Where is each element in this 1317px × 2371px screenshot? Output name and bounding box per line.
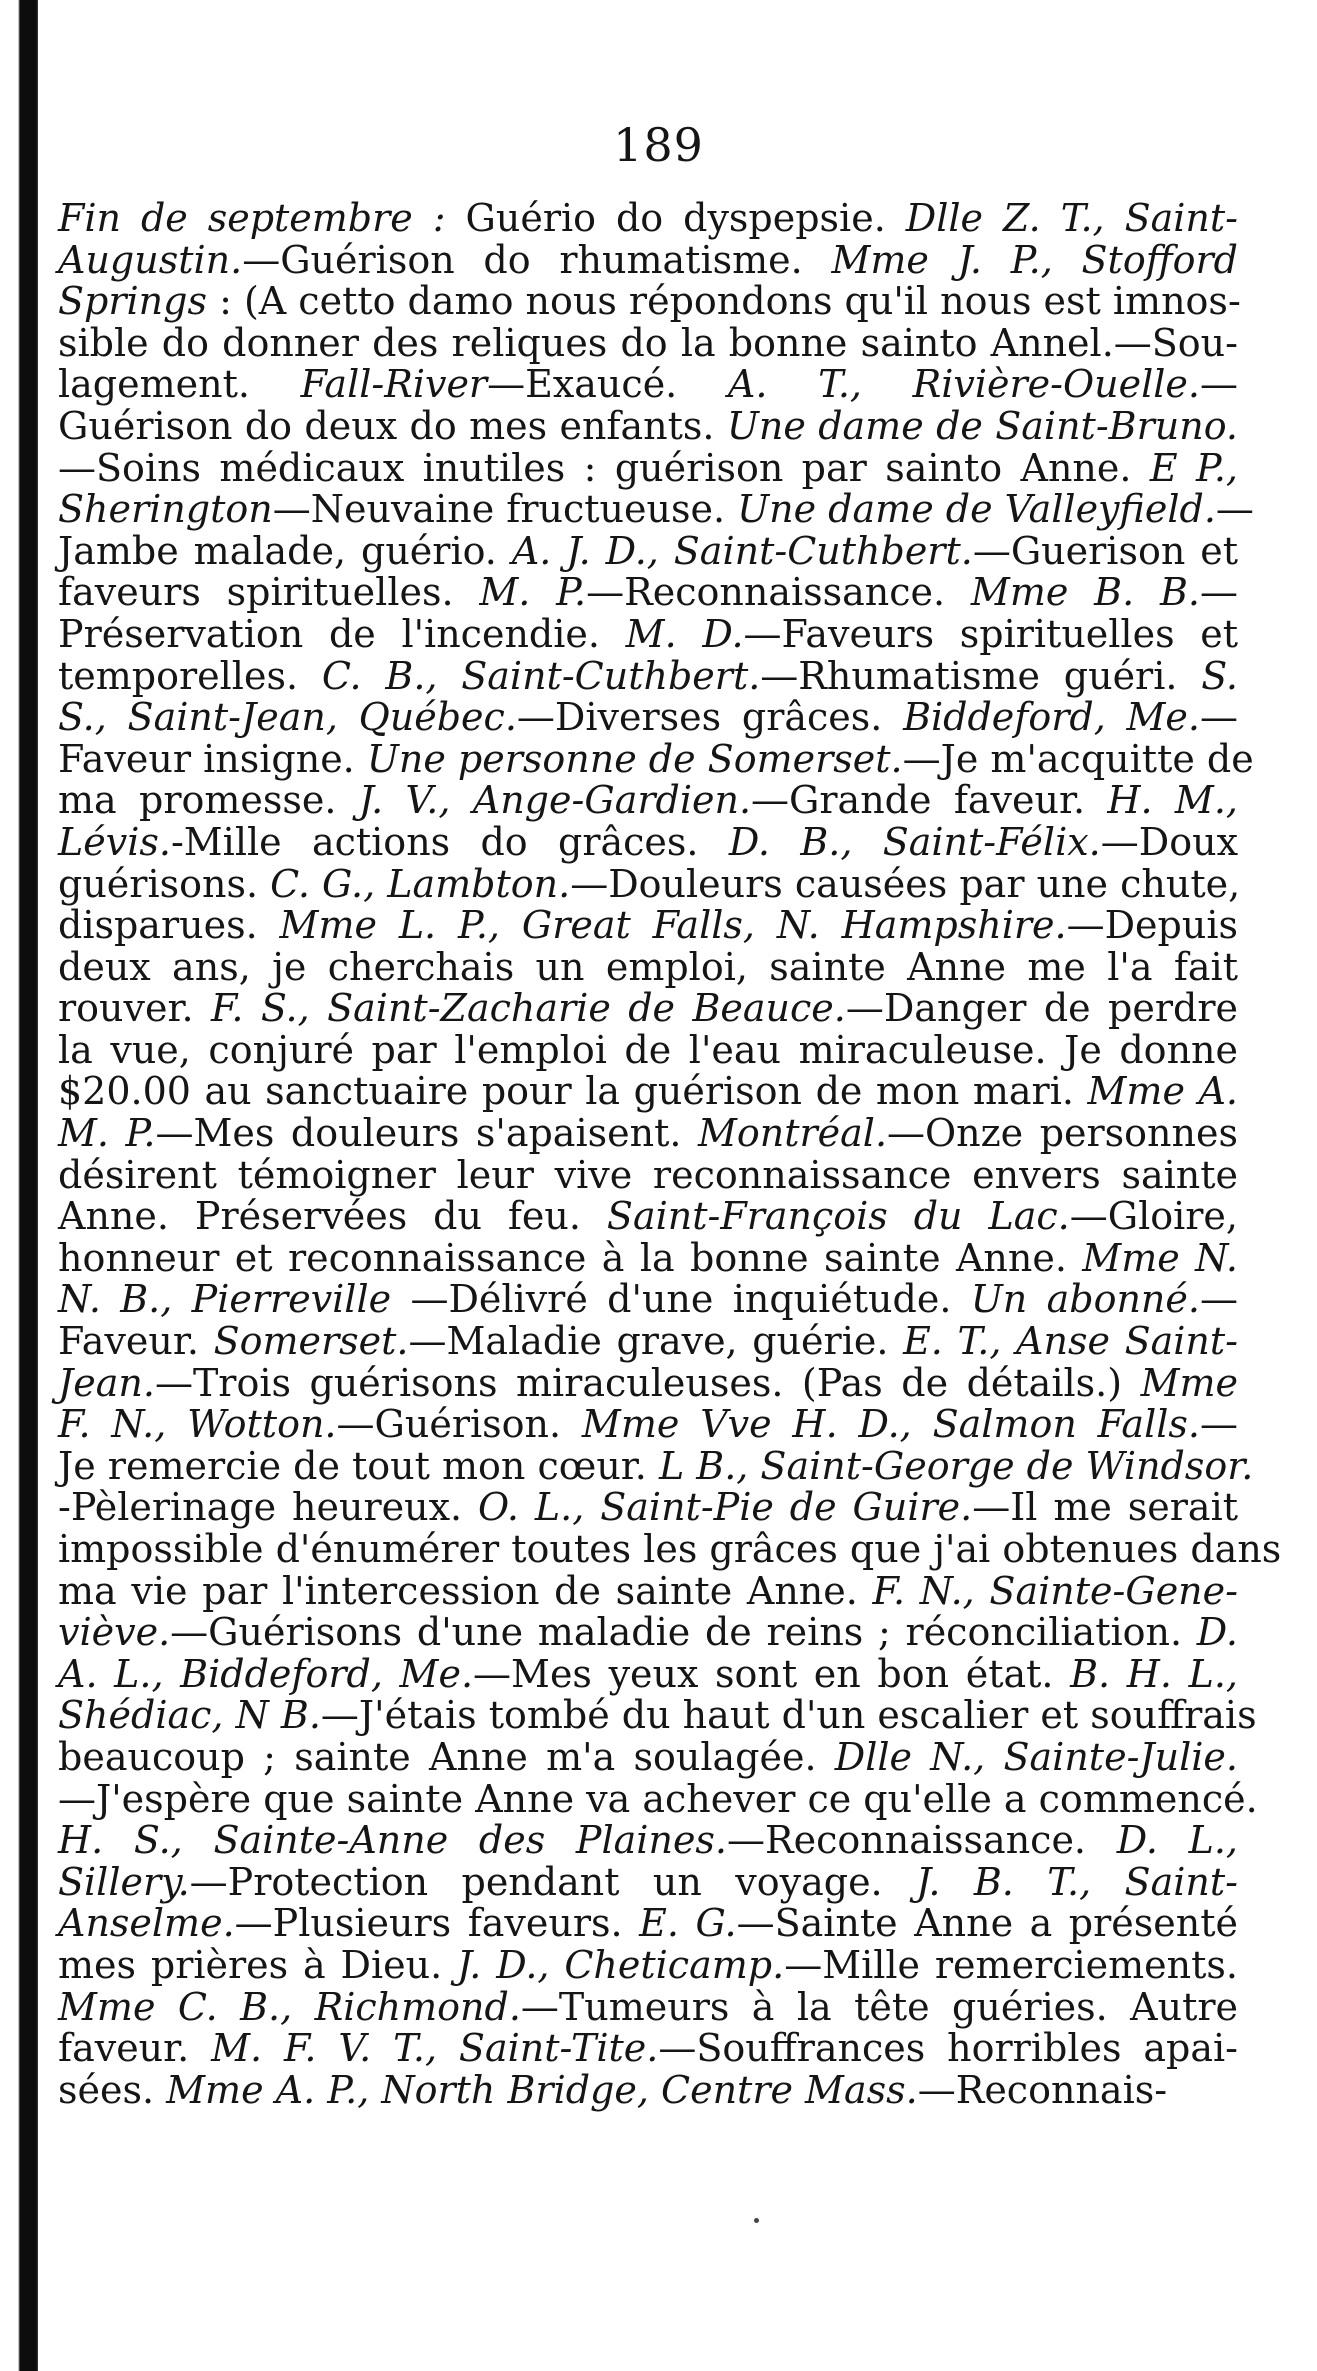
text-line bbox=[58, 237, 1238, 282]
text-segment: —Doux bbox=[1100, 819, 1238, 864]
italic-segment: Mme bbox=[1140, 1360, 1238, 1405]
italic-segment: E. G. bbox=[639, 1901, 737, 1946]
text-segment: temporelles. bbox=[58, 653, 322, 698]
text-segment: —Danger de perdre bbox=[845, 986, 1238, 1031]
text-line bbox=[58, 653, 1238, 698]
text-segment: honneur et reconnaissance à la bonne sainte Anne. bbox=[58, 1235, 1083, 1280]
text-segment: Faveur insigne. bbox=[58, 736, 367, 781]
text-line bbox=[58, 1487, 1238, 1529]
text-segment: Anne. Préservées du feu. bbox=[58, 1194, 607, 1239]
text-segment: ma vie par l'intercession de sainte Anne. bbox=[58, 1568, 873, 1613]
italic-segment: Biddeford, Me. bbox=[903, 695, 1200, 740]
italic-segment: C. B., Saint-Cuthbert. bbox=[321, 653, 761, 698]
text-line bbox=[58, 1235, 1238, 1280]
text-line bbox=[58, 736, 1254, 781]
italic-segment: Jean. bbox=[58, 1360, 155, 1405]
text-segment: —Souffrances horribles apai- bbox=[658, 2026, 1238, 2071]
text-line bbox=[58, 1152, 1238, 1197]
italic-segment: Mme Vve H. D., Salmon Falls. bbox=[581, 1402, 1200, 1447]
text-segment: —Grande faveur. bbox=[751, 778, 1108, 823]
text-segment: —Faveurs spirituelles et bbox=[743, 611, 1239, 656]
italic-segment: D. L., bbox=[1116, 1818, 1238, 1863]
italic-segment: Un abonné. bbox=[970, 1277, 1200, 1322]
text-segment: Guério do dyspepsie. bbox=[465, 196, 906, 240]
italic-segment: A. T., Rivière-Ouelle. bbox=[727, 362, 1200, 407]
text-line bbox=[58, 403, 1238, 448]
text-line bbox=[58, 1693, 1257, 1738]
text-segment: — bbox=[1199, 1277, 1238, 1322]
text-segment: — bbox=[1200, 362, 1238, 407]
italic-segment: Fall-River bbox=[300, 362, 488, 407]
text-segment: la vue, conjuré par l'emploi de l'eau miraculeuse. Je donne bbox=[58, 1027, 1238, 1072]
italic-segment: Mme L. P., Great Falls, N. Hampshire. bbox=[279, 903, 1067, 948]
italic-segment: L B., Saint-George de Windsor. bbox=[658, 1443, 1254, 1488]
text-segment: disparues. bbox=[58, 903, 280, 948]
text-segment: — bbox=[1200, 570, 1238, 615]
italic-segment: Anselme. bbox=[58, 1901, 235, 1946]
text-line bbox=[58, 1404, 1238, 1446]
italic-segment: A. J. D., Saint-Cuthbert. bbox=[511, 528, 973, 573]
text-line bbox=[58, 611, 1239, 656]
text-segment: —Plusieurs faveurs. bbox=[234, 1901, 640, 1946]
text-line bbox=[58, 1071, 1238, 1113]
text-segment: Jambe malade, guério. bbox=[58, 528, 512, 573]
text-segment: —Exaucé. bbox=[487, 362, 728, 407]
italic-segment: M. P. bbox=[58, 1111, 156, 1156]
italic-segment: F. N., Sainte-Gene- bbox=[872, 1568, 1238, 1613]
text-line bbox=[58, 528, 1239, 573]
text-line bbox=[58, 697, 1238, 739]
text-segment: —Maladie grave, guérie. bbox=[408, 1319, 904, 1364]
italic-segment: Sherington bbox=[58, 487, 273, 532]
text-line bbox=[58, 2067, 1238, 2112]
text-segment: — bbox=[1200, 695, 1238, 740]
text-line bbox=[58, 1279, 1238, 1321]
text-segment: sible do donner des reliques do la bonne sainto Annel.—Sou- bbox=[58, 320, 1238, 365]
italic-segment: viève. bbox=[58, 1610, 171, 1655]
text-segment: —Guérison do rhumatisme. bbox=[242, 237, 832, 282]
italic-segment: Mme A. P., North Bridge, Centre Mass. bbox=[166, 2067, 918, 2112]
italic-segment: Fin de septembre : bbox=[58, 196, 466, 240]
italic-segment: M. F. V. T., Saint-Tite. bbox=[211, 2026, 659, 2071]
italic-segment: Une dame de Saint-Bruno. bbox=[726, 403, 1238, 448]
text-line bbox=[58, 819, 1238, 864]
text-segment: —Rhumatisme guéri. bbox=[760, 653, 1202, 698]
text-line bbox=[58, 1651, 1239, 1696]
italic-segment: J. V., Ange-Gardien. bbox=[358, 778, 752, 823]
text-segment: Guérison do deux do mes enfants. bbox=[58, 403, 727, 448]
text-segment: désirent témoigner leur vive reconnaissance envers sainte bbox=[58, 1152, 1238, 1197]
text-segment: —Reconnaissance. bbox=[727, 1818, 1117, 1863]
text-segment: -Pèlerinage heureux. bbox=[58, 1485, 478, 1530]
print-speck bbox=[754, 2218, 759, 2223]
italic-segment: Augustin. bbox=[58, 237, 243, 282]
text-line bbox=[58, 279, 1241, 324]
text-line bbox=[58, 1776, 1258, 1821]
italic-segment: J. B. T., Saint- bbox=[916, 1859, 1238, 1904]
text-segment: -Mille actions do grâces. bbox=[170, 819, 729, 864]
text-segment: —Mes yeux sont en bon état. bbox=[473, 1651, 1071, 1696]
text-segment: Je remercie de tout mon cœur. bbox=[58, 1443, 659, 1488]
italic-segment: N. B., Pierreville bbox=[58, 1277, 392, 1322]
text-line bbox=[58, 1984, 1238, 2029]
italic-segment: Lévis. bbox=[58, 819, 171, 864]
text-line bbox=[58, 1612, 1238, 1654]
text-line bbox=[58, 780, 1238, 822]
text-segment: faveurs spirituelles. bbox=[58, 570, 480, 615]
text-segment: —Guérison. bbox=[336, 1402, 582, 1447]
text-segment: mes prières à Dieu. bbox=[58, 1942, 458, 1987]
text-line bbox=[58, 944, 1238, 989]
text-segment: sées. bbox=[58, 2067, 167, 2112]
text-segment: —Reconnaissance. bbox=[586, 570, 971, 615]
text-segment: deux ans, je cherchais un emploi, sainte Anne me l'a fait bbox=[58, 944, 1238, 989]
body-text bbox=[58, 196, 1282, 2112]
text-line bbox=[58, 1196, 1238, 1238]
italic-segment: Dlle Z. T., Saint- bbox=[905, 196, 1239, 240]
text-line bbox=[58, 2028, 1238, 2070]
text-segment: —Protection pendant un voyage. bbox=[189, 1859, 917, 1904]
text-segment: —Guerison et bbox=[972, 528, 1239, 573]
text-segment: —Depuis bbox=[1066, 903, 1239, 948]
text-segment: $20.00 au sanctuaire pour la guérison de mon mari. bbox=[58, 1069, 1088, 1114]
text-line bbox=[58, 1321, 1238, 1363]
italic-segment: Dlle N., Sainte-Julie. bbox=[834, 1734, 1238, 1779]
text-line bbox=[58, 572, 1238, 614]
text-segment: guérisons. bbox=[58, 861, 271, 906]
italic-segment: S., Saint-Jean, Québec. bbox=[58, 695, 517, 740]
italic-segment: H. S., Sainte-Anne des Plaines. bbox=[58, 1818, 728, 1863]
text-segment: Faveur. bbox=[58, 1319, 214, 1364]
text-segment: —Reconnais- bbox=[917, 2067, 1168, 2112]
text-line bbox=[58, 487, 1254, 532]
text-line bbox=[58, 1527, 1282, 1571]
text-line bbox=[58, 1568, 1238, 1613]
text-segment: —Gloire, bbox=[1069, 1194, 1238, 1239]
italic-segment: M. P. bbox=[479, 570, 587, 615]
italic-segment: Saint-François du Lac. bbox=[606, 1194, 1070, 1239]
text-line bbox=[58, 1113, 1238, 1155]
page-number: 189 bbox=[613, 118, 704, 172]
italic-segment: F. N., Wotton. bbox=[58, 1402, 337, 1447]
italic-segment: Shédiac, N B. bbox=[58, 1693, 321, 1738]
text-line bbox=[58, 320, 1238, 365]
text-line bbox=[58, 1734, 1238, 1779]
text-segment: : (A cetto damo nous répondons qu'il nous est imnos- bbox=[206, 279, 1241, 324]
text-segment: rouver. bbox=[58, 986, 211, 1031]
italic-segment: Mme B. B. bbox=[970, 570, 1200, 615]
text-line bbox=[58, 1443, 1254, 1488]
italic-segment: Sillery. bbox=[58, 1859, 190, 1904]
text-segment: ma promesse. bbox=[58, 778, 359, 823]
text-segment: —Il me serait bbox=[972, 1485, 1238, 1530]
italic-segment: D. B., Saint-Félix. bbox=[728, 819, 1101, 864]
text-segment: Préservation de l'incendie. bbox=[58, 611, 626, 656]
text-line bbox=[58, 861, 1241, 906]
italic-segment: M. D. bbox=[625, 611, 744, 656]
text-line bbox=[58, 988, 1238, 1030]
italic-segment: Springs bbox=[58, 279, 207, 324]
text-segment: —J'espère que sainte Anne va achever ce qu'elle a commencé. bbox=[58, 1776, 1258, 1821]
text-line bbox=[58, 198, 1238, 240]
text-segment: —Diverses grâces. bbox=[516, 695, 904, 740]
text-line bbox=[58, 1859, 1238, 1904]
italic-segment: Mme J. P., Stofford bbox=[831, 237, 1238, 282]
italic-segment: J. D., Cheticamp. bbox=[457, 1942, 785, 1987]
text-line bbox=[58, 364, 1238, 406]
text-segment: —Neuvaine fructueuse. bbox=[272, 487, 738, 532]
text-segment: —Tumeurs à la tête guéries. Autre bbox=[520, 1984, 1238, 2029]
text-segment: —Mes douleurs s'apaisent. bbox=[155, 1111, 698, 1156]
text-segment: —Délivré d'une inquiétude. bbox=[391, 1277, 971, 1322]
text-segment: —Je m'acquitte de bbox=[902, 736, 1254, 781]
italic-segment: Mme A. bbox=[1087, 1069, 1238, 1114]
text-segment: — bbox=[1215, 487, 1254, 532]
italic-segment: F. S., Saint-Zacharie de Beauce. bbox=[210, 986, 846, 1031]
text-line bbox=[58, 1360, 1238, 1405]
italic-segment: Somerset. bbox=[213, 1319, 409, 1364]
text-line bbox=[58, 1942, 1238, 1987]
italic-segment: D. bbox=[1196, 1610, 1238, 1655]
italic-segment: Mme C. B., Richmond. bbox=[58, 1984, 521, 2029]
text-line bbox=[58, 905, 1238, 947]
text-segment: —Onze personnes bbox=[887, 1111, 1238, 1156]
text-line bbox=[58, 1903, 1238, 1945]
italic-segment: Une personne de Somerset. bbox=[366, 736, 903, 781]
text-line bbox=[58, 1820, 1238, 1862]
italic-segment: E P., bbox=[1149, 445, 1238, 490]
italic-segment: Montréal. bbox=[697, 1111, 888, 1156]
text-line bbox=[58, 1027, 1238, 1072]
text-segment: faveur. bbox=[58, 2026, 212, 2071]
text-segment: lagement. bbox=[58, 362, 301, 407]
text-segment: —Mille remerciements. bbox=[784, 1942, 1238, 1987]
text-segment: — bbox=[1199, 1402, 1238, 1447]
italic-segment: O. L., Saint-Pie de Guire. bbox=[478, 1485, 973, 1530]
italic-segment: H. M., bbox=[1107, 778, 1238, 823]
text-segment: —Guérisons d'une maladie de reins ; réconciliation. bbox=[170, 1610, 1197, 1655]
text-segment: —Trois guérisons miraculeuses. (Pas de détails.) bbox=[154, 1360, 1141, 1405]
text-segment: beaucoup ; sainte Anne m'a soulagée. bbox=[58, 1734, 835, 1779]
italic-segment: Une dame de Valleyfield. bbox=[737, 487, 1216, 532]
italic-segment: B. H. L., bbox=[1070, 1651, 1239, 1696]
italic-segment: E. T., Anse Saint- bbox=[903, 1319, 1238, 1364]
italic-segment: C. G., Lambton. bbox=[270, 861, 571, 906]
text-segment: —Sainte Anne a présenté bbox=[736, 1901, 1239, 1946]
text-segment: —Douleurs causées par une chute, bbox=[570, 861, 1241, 906]
book-binding-edge bbox=[0, 0, 38, 2371]
text-line bbox=[58, 445, 1238, 490]
text-segment: impossible d'énumérer toutes les grâces que j'ai obtenues dans bbox=[58, 1527, 1282, 1571]
text-segment: —Soins médicaux inutiles : guérison par sainto Anne. bbox=[58, 445, 1150, 490]
italic-segment: S. bbox=[1201, 653, 1238, 698]
italic-segment: A. L., Biddeford, Me. bbox=[58, 1651, 474, 1696]
text-segment: —J'étais tombé du haut d'un escalier et souffrais bbox=[320, 1693, 1257, 1738]
italic-segment: Mme N. bbox=[1082, 1235, 1238, 1280]
